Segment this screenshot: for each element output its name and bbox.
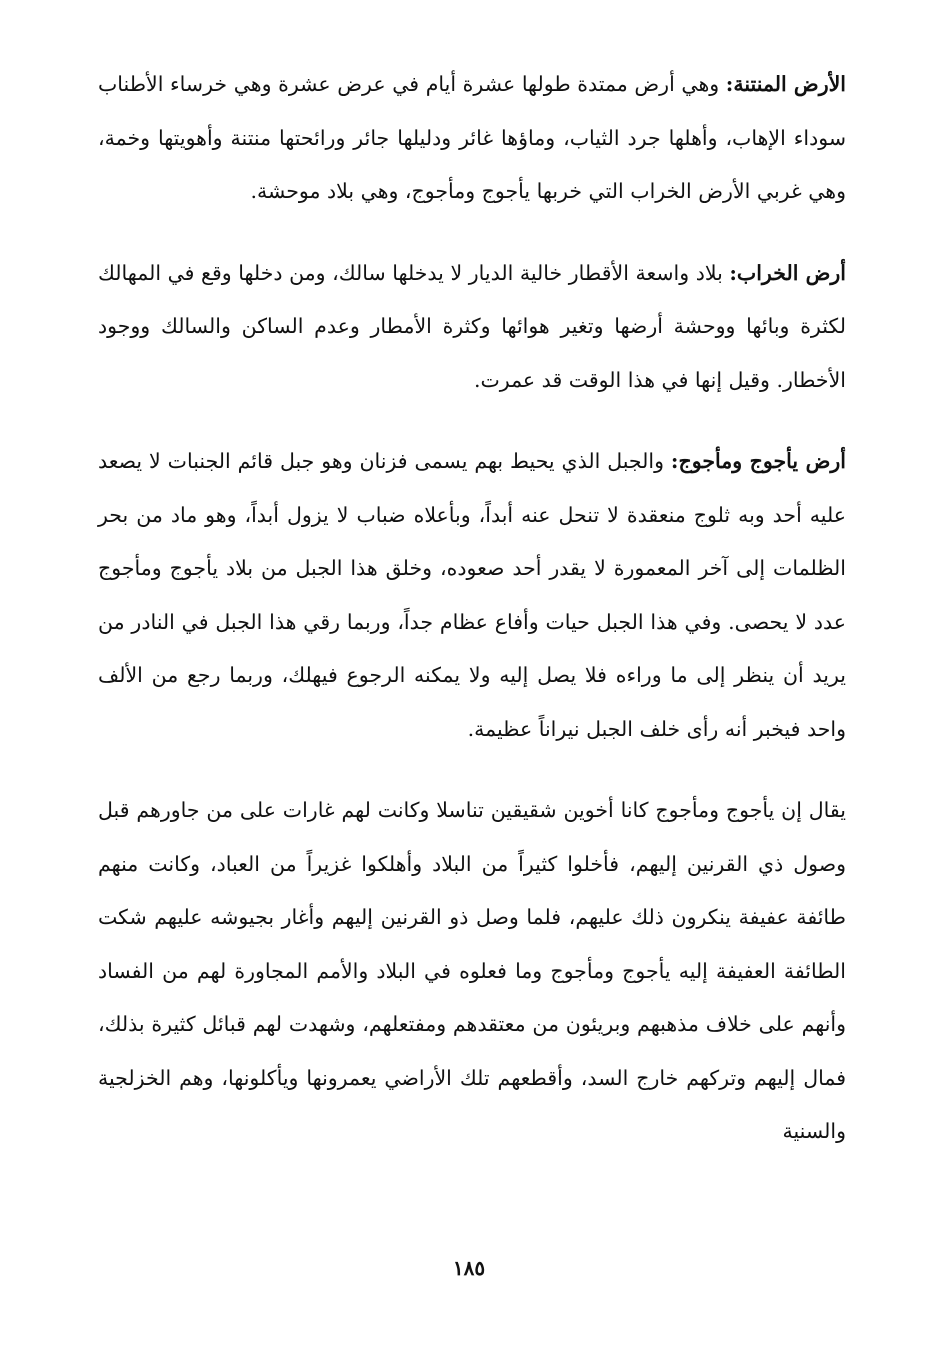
page-body (98, 58, 846, 1187)
paragraph-ruined-land (98, 247, 846, 408)
paragraph-heading: أرض الخراب: (729, 260, 846, 285)
paragraph-text: والجبل الذي يحيط بهم يسمى فزنان وهو جبل قائم الجنبات لا يصعد عليه أحد وبه ثلوج منعقدة لا تنحل عنه أبداً، وبأعلاه ضباب لا يزول أبداً، وهو ماد من بحر الظلمات إلى آخر المعمورة لا يقدر أحد صعوده، وخلق هذا الجبل من بلاد يأجوج ومأجوج عدد لا يحصى. وفي هذا الجبل حيات وأفاع عظام جداً، وربما رقي هذا الجبل في النادر من يريد أن ينظر إلى ما وراءه فلا يصل إليه ولا يمكنه الرجوع فيهلك، وربما رجع من الألف واحد فيخبر أنه رأى خلف الجبل نيراناً عظيمة. (98, 449, 846, 741)
paragraph-text: بلاد واسعة الأقطار خالية الديار لا يدخلها سالك، ومن دخلها وقع في المهالك لكثرة وبائها ووحشة أرضها وتغير هوائها وكثرة الأمطار وعدم الساكن والسالك ووجود الأخطار. وقيل إنها في هذا الوقت قد عمرت. (98, 260, 846, 392)
paragraph-gog-magog-story (98, 784, 846, 1159)
paragraph-stinking-land (98, 58, 846, 219)
paragraph-heading: الأرض المنتنة: (725, 72, 846, 96)
paragraph-heading: أرض يأجوج ومأجوج: (670, 449, 847, 473)
page-number: ١٨٥ (452, 1256, 486, 1280)
paragraph-text: وهي أرض ممتدة طولها عشرة أيام في عرض عشرة وهي خرساء الأطناب سوداء الإهاب، وأهلها جرد الثياب، وماؤها غائر ودليلها جائر ورائحتها منتنة وأهويتها وخمة، وهي غربي الأرض الخراب التي خربها يأجوج ومأجوج، وهي بلاد موحشة. (98, 72, 846, 203)
paragraph-gog-magog-land (98, 435, 846, 756)
paragraph-text: يقال إن يأجوج ومأجوج كانا أخوين شقيقين تناسلا وكانت لهم غارات على من جاورهم قبل وصول ذي القرنين إليهم، فأخلوا كثيراً من البلاد وأهلكوا غزيراً من العباد، وكانت منهم طائفة عفيفة ينكرون ذلك عليهم، فلما وصل ذو القرنين إليهم وأغار بجيوشه عليهم شكت الطائفة العفيفة إليه يأجوج ومأجوج وما فعلوه في البلاد والأمم المجاورة لهم من الفساد وأنهم على خلاف مذهبهم وبريئون من معتقدهم ومفتعلهم، وشهدت لهم قبائل كثيرة بذلك، فمال إليهم وتركهم خارج السد، وأقطعهم تلك الأراضي يعمرونها ويأكلونها، وهم الخزلجية والسنية (98, 798, 846, 1143)
